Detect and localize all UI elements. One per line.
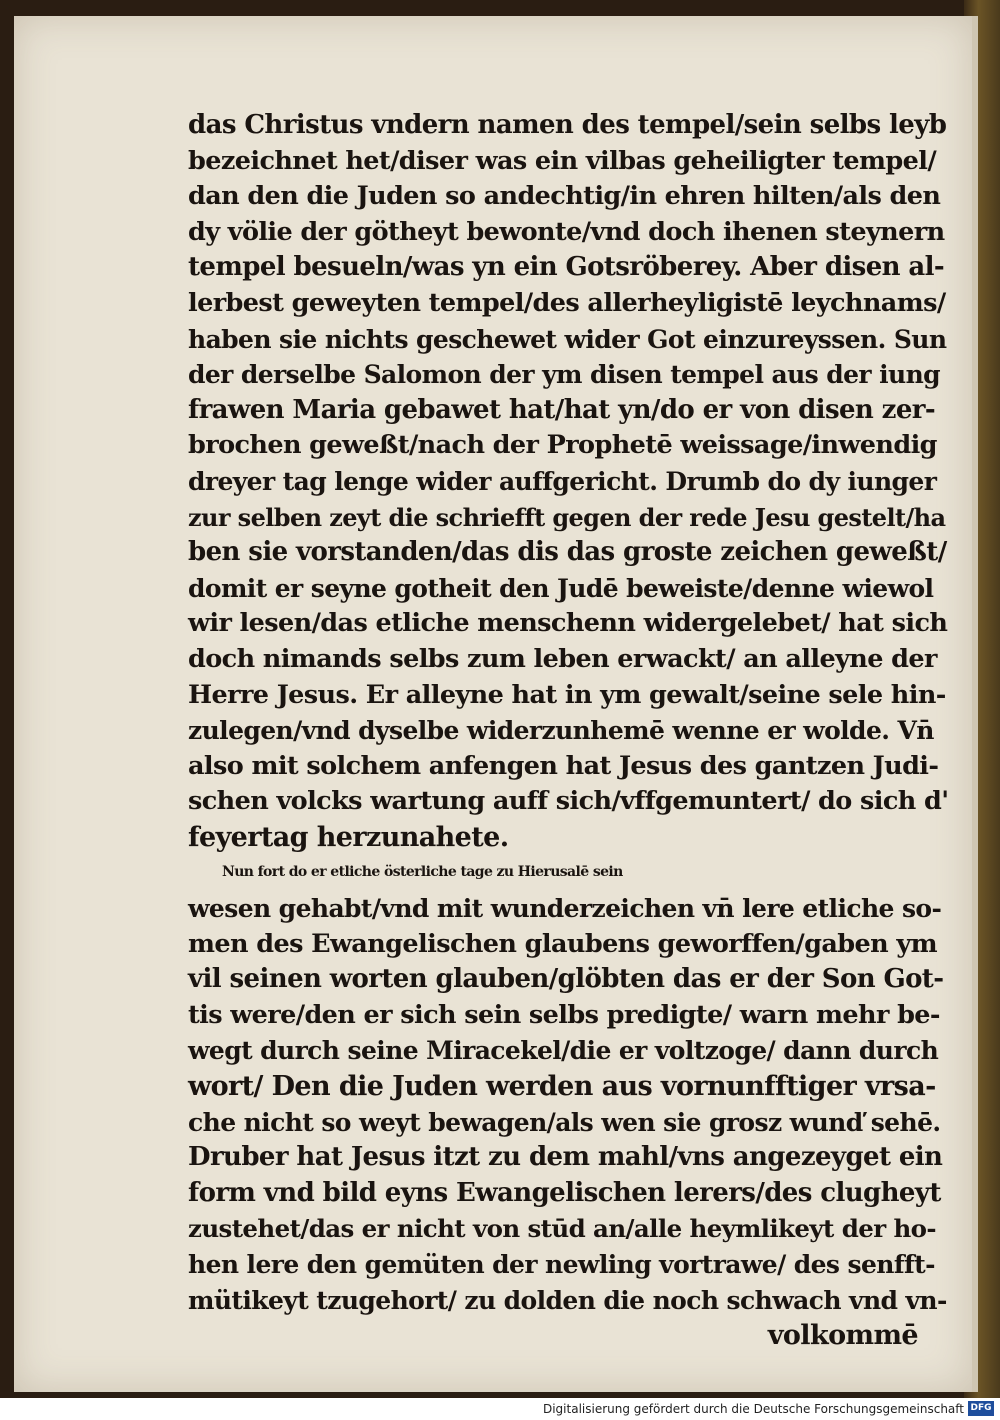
text-line: Nun fort do er etliche österliche tage zu Hierusalē sein — [222, 864, 623, 881]
text-line: domit er seyne gotheit den Judē beweiste/denne wiewol — [188, 573, 934, 603]
text-line: mütikeyt tzugehort/ zu dolden die noch schwach vnd vn- — [188, 1285, 947, 1315]
text-line: wesen gehabt/vnd mit wunderzeichen vn̄ lere etliche so- — [188, 894, 942, 924]
text-line: ben sie vorstanden/das dis das groste zeichen geweßt/ — [188, 537, 947, 568]
text-line: also mit solchem anfengen hat Jesus des gantzen Judi- — [188, 750, 939, 781]
text-line: der derselbe Salomon der ym disen tempel aus der iung — [188, 360, 941, 390]
text-line: dan den die Juden so andechtig/in ehren hilten/als den — [188, 181, 941, 212]
dfg-logo-icon: DFG — [968, 1401, 994, 1416]
text-line: feyertag herzunahete. — [188, 821, 509, 853]
text-line: doch nimands selbs zum leben erwackt/ an alleyne der — [188, 643, 937, 674]
text-line: wegt durch seine Miracekel/die er voltzoge/ dann durch — [188, 1036, 939, 1066]
text-line: zustehet/das er nicht von stūd an/alle heymlikeyt der ho- — [188, 1214, 936, 1244]
text-line: wir lesen/das etliche menschenn widergelebet/ hat sich — [188, 608, 948, 639]
text-line: bezeichnet het/diser was ein vilbas geheiligter tempel/ — [188, 145, 937, 176]
text-line: dy völie der götheyt bewonte/vnd doch ihenen steynern — [188, 216, 945, 247]
text-block — [188, 108, 948, 1354]
text-line: men des Ewangelischen glaubens geworffen/gaben ym — [188, 928, 937, 959]
funding-credit: Digitalisierung gefördert durch die Deutsche Forschungsgemeinschaft — [542, 1402, 964, 1416]
text-line: brochen geweßt/nach der Prophetē weissage/inwendig — [188, 430, 937, 461]
text-line: form vnd bild eyns Ewangelischen lerers/des clugheyt — [188, 1177, 941, 1208]
text-line: volkommē — [767, 1320, 918, 1352]
text-line: tis were/den er sich sein selbs predigte/ warn mehr be- — [188, 999, 940, 1030]
text-line: Herre Jesus. Er alleyne hat in ym gewalt/seine sele hin- — [188, 679, 946, 710]
text-line: che nicht so weyt bewagen/als wen sie grosz wunď sehē. — [188, 1107, 941, 1137]
text-line: Druber hat Jesus itzt zu dem mahl/vns angezeyget ein — [188, 1142, 943, 1173]
text-line: zulegen/vnd dyselbe widerzunhemē wenne er wolde. Vn̄ — [188, 716, 934, 746]
text-line: frawen Maria gebawet hat/hat yn/do er von disen zer- — [188, 394, 936, 425]
text-line: tempel besueln/was yn ein Gotsröberey. Aber disen al- — [188, 252, 945, 283]
text-line: haben sie nichts geschewet wider Got einzureyssen. Sun — [188, 324, 947, 354]
text-line: hen lere den gemüten der newling vortrawe/ des senfft- — [188, 1250, 935, 1279]
text-line: das Christus vndern namen des tempel/sein selbs leyb — [188, 110, 947, 140]
text-line: lerbest geweyten tempel/des allerheyligistē leychnams/ — [188, 287, 946, 318]
text-line: wort/ Den die Juden werden aus vornunfftiger vrsa- — [188, 1071, 936, 1103]
text-line: vil seinen worten glauben/glöbten das er der Son Got- — [188, 964, 944, 995]
footer-bar — [0, 1398, 1000, 1420]
text-line: zur selben zeyt die schriefft gegen der rede Jesu gestelt/ha — [188, 502, 946, 532]
text-line: dreyer tag lenge wider auffgericht. Drumb do dy iunger — [188, 466, 937, 496]
text-line: schen volcks wartung auff sich/vffgemuntert/ do sich d' — [188, 786, 949, 817]
